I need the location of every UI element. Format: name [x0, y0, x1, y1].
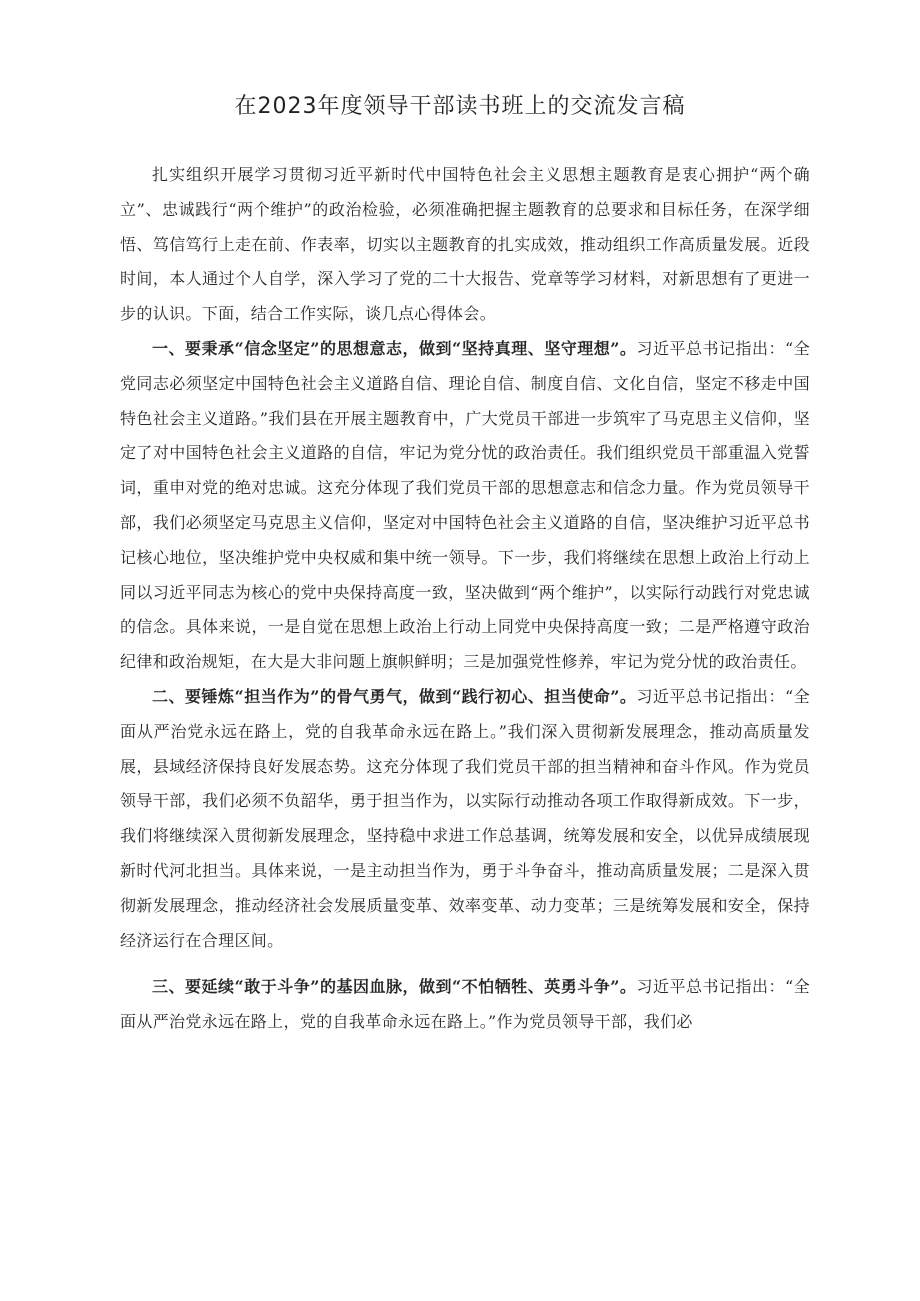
section-1-paragraph — [120, 332, 810, 680]
document-title: 在2023年度领导干部读书班上的交流发言稿 — [234, 94, 686, 119]
intro-paragraph: 扎实组织开展学习贯彻习近平新时代中国特色社会主义思想主题教育是衷心拥护“两个确立”、忠诚践行“两个维护”的政治检验，必须准确把握主题教育的总要求和目标任务，在深学细悟、笃信笃行上走在前、作表率，切实以主题教育的扎实成效，推动组织工作高质量发展。近段时间，本人通过个人自学，深入学习了党的二十大报告、党章等学习材料，对新思想有了更进一步的认识。下面，结合工作实际，谈几点心得体会。 — [120, 165, 810, 324]
section-2-text: 习近平总书记指出：“全面从严治党永远在路上，党的自我革命永远在路上。”我们深入贯彻新发展理念，推动高质量发展，县域经济保持良好发展态势。这充分体现了我们党员干部的担当精神和奋斗作风。作为党员领导干部，我们必须不负韶华，勇于担当作为，以实际行动推动各项工作取得新成效。下一步，我们将继续深入贯彻新发展理念，坚持稳中求进工作总基调，统筹发展和安全，以优异成绩展现新时代河北担当。具体来说，一是主动担当作为，勇于斗争奋斗，推动高质量发展；二是深入贯彻新发展理念，推动经济社会发展质量变革、效率变革、动力变革；三是统筹发展和安全，保持经济运行在合理区间。 — [120, 686, 811, 950]
section-3-paragraph — [120, 970, 810, 1040]
document-body — [120, 158, 810, 1040]
section-2-heading: 二、要锤炼“担当作为”的骨气勇气，做到“践行初心、担当使命”。 — [152, 686, 637, 706]
section-1-heading: 一、要秉承“信念坚定”的思想意志，做到“坚持真理、坚守理想”。 — [152, 338, 637, 358]
section-2-paragraph — [120, 680, 810, 958]
paragraph-gap — [120, 958, 810, 970]
section-1-text: 习近平总书记指出：“全党同志必须坚定中国特色社会主义道路自信、理论自信、制度自信、文化自信，坚定不移走中国特色社会主义道路。”我们县在开展主题教育中，广大党员干部进一步筑牢了马克思主义信仰，坚定了对中国特色社会主义道路的自信，牢记为党分忧的政治责任。我们组织党员干部重温入党誓词，重申对党的绝对忠诚。这充分体现了我们党员干部的思想意志和信念力量。作为党员领导干部，我们必须坚定马克思主义信仰，坚定对中国特色社会主义道路的自信，坚决维护习近平总书记核心地位，坚决维护党中央权威和集中统一领导。下一步，我们将继续在思想上政治上行动上同以习近平同志为核心的党中央保持高度一致，坚决做到“两个维护”，以实际行动践行对党忠诚的信念。具体来说，一是自觉在思想上政治上行动上同党中央保持高度一致；二是严格遵守政治纪律和政治规矩，在大是大非问题上旗帜鲜明；三是加强党性修养，牢记为党分忧的政治责任。 — [120, 338, 811, 672]
section-3-heading: 三、要延续“敢于斗争”的基因血脉，做到“不怕牺牲、英勇斗争”。 — [152, 977, 637, 997]
section-3-text: 习近平总书记指出：“全面从严治党永远在路上，党的自我革命永远在路上。”作为党员领导干部，我们必 — [120, 977, 811, 1032]
